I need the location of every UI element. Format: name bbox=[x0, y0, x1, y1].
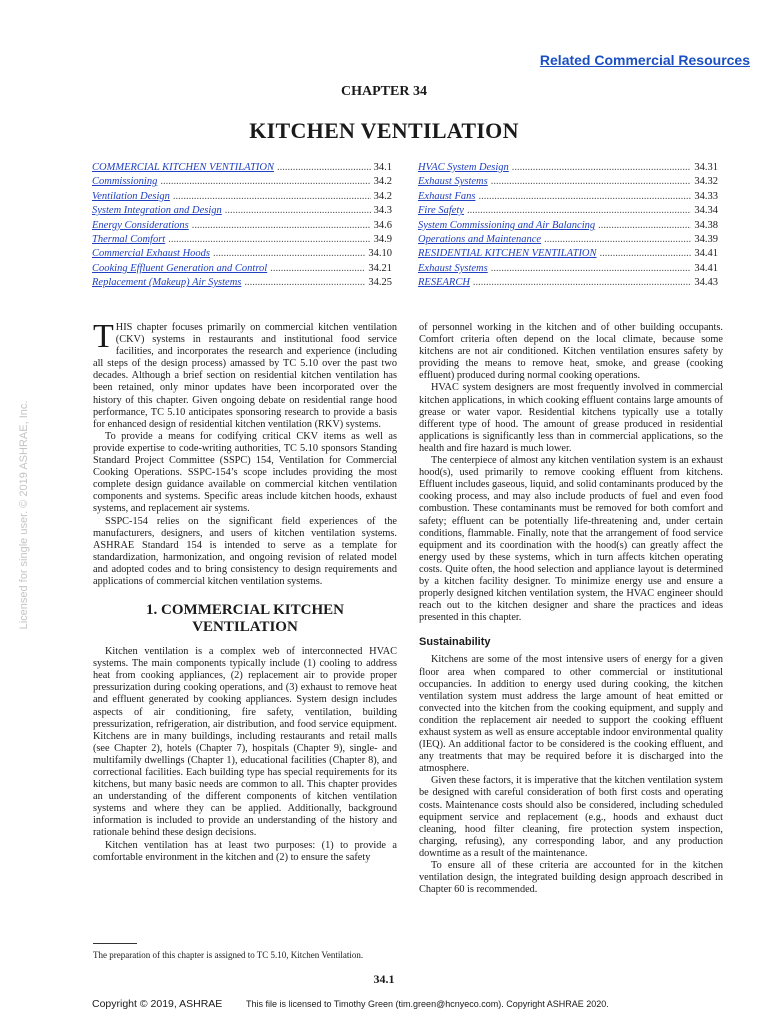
toc-page-number: 34.31 bbox=[694, 162, 718, 173]
toc-link[interactable]: COMMERCIAL KITCHEN VENTILATION bbox=[92, 162, 275, 173]
toc-entry[interactable] bbox=[92, 175, 392, 189]
toc-leader-dots bbox=[600, 247, 692, 261]
toc-leader-dots bbox=[244, 276, 365, 290]
toc-page-number: 34.10 bbox=[368, 248, 392, 260]
body-paragraph: Given these factors, it is imperative that the kitchen ventilation system be designed with careful consideration of both first costs and operating costs. Maintenance costs should also be considered, including scheduled equipment service and replacement (e.g., hoods and exhaust duct cleaning, hood filter cleaning, fire protection system inspection, charging, refusing), any corresponding labor, and any production downtime as a result of the maintenance. bbox=[419, 775, 723, 859]
toc-link[interactable]: Energy Considerations bbox=[92, 219, 189, 231]
toc-leader-dots bbox=[277, 161, 371, 175]
footnote-divider bbox=[93, 943, 137, 944]
toc-leader-dots bbox=[598, 219, 691, 233]
toc-page-number: 34.1 bbox=[373, 162, 392, 173]
body-paragraph: To ensure all of these criteria are accounted for in the kitchen ventilation design, the integrated building design approach described in Chapter 60 is recommended. bbox=[419, 860, 723, 896]
toc-page-number: 34.9 bbox=[373, 234, 392, 246]
toc-link[interactable]: Replacement (Makeup) Air Systems bbox=[92, 277, 242, 289]
table-of-contents-left bbox=[92, 161, 392, 291]
toc-link[interactable]: Operations and Maintenance bbox=[418, 234, 542, 246]
toc-entry[interactable] bbox=[418, 175, 718, 189]
toc-link[interactable]: Thermal Comfort bbox=[92, 234, 166, 246]
toc-page-number: 34.6 bbox=[373, 219, 392, 231]
license-notice: This file is licensed to Timothy Green (tim.green@hcnyeco.com). Copyright ASHRAE 2020. bbox=[246, 999, 609, 1009]
toc-page-number: 34.21 bbox=[368, 262, 392, 274]
toc-leader-dots bbox=[168, 233, 370, 247]
toc-leader-dots bbox=[491, 262, 692, 276]
toc-page-number: 34.38 bbox=[694, 219, 718, 231]
toc-page-number: 34.33 bbox=[694, 190, 718, 202]
watermark-text: Licensed for single user. © 2019 ASHRAE, Inc. bbox=[18, 400, 30, 630]
toc-link[interactable]: HVAC System Design bbox=[418, 162, 509, 173]
toc-leader-dots bbox=[270, 262, 365, 276]
body-column-left bbox=[93, 318, 397, 864]
chapter-title: KITCHEN VENTILATION bbox=[249, 118, 519, 143]
toc-page-number: 34.41 bbox=[694, 262, 718, 274]
toc-page-number: 34.2 bbox=[373, 190, 392, 202]
toc-entry[interactable] bbox=[92, 233, 392, 247]
related-commercial-resources-link[interactable]: Related Commercial Resources bbox=[539, 52, 750, 68]
drop-cap: T bbox=[93, 318, 114, 355]
toc-entry[interactable] bbox=[418, 276, 718, 290]
toc-page-number: 34.43 bbox=[694, 277, 718, 289]
toc-entry[interactable] bbox=[418, 233, 718, 247]
toc-link[interactable]: RESEARCH bbox=[418, 277, 470, 289]
chapter-number: CHAPTER 34 bbox=[341, 84, 427, 99]
toc-entry[interactable] bbox=[418, 161, 718, 175]
toc-leader-dots bbox=[173, 190, 371, 204]
page-number: 34.1 bbox=[373, 972, 395, 986]
toc-link[interactable]: Commissioning bbox=[92, 176, 158, 188]
toc-leader-dots bbox=[225, 204, 371, 218]
toc-link[interactable]: Exhaust Systems bbox=[418, 262, 488, 274]
body-paragraph: HVAC system designers are most frequently involved in commercial kitchen applications, in which cooking effluent contains large amounts of grease or water vapor. Residential kitchens typically use a totally different type of hood. The amount of grease produced in residential applications is significantly less than in commercial applications, so the health and fire hazard is much lower. bbox=[419, 382, 723, 454]
body-paragraph: Kitchens are some of the most intensive users of energy for a given floor area when compared to other commercial or institutional occupancies. In addition to energy used during cooking, the kitchen ventilation system must address the large amount of heat emitted or convected into the kitchen from the cooking equipment, and supply and condition the replacement air needed to support the cooking effluent exhaust system as well as ensure acceptable indoor environmental quality (IEQ). An additional factor to be considered is the cooking effluent, and any treatments that may be required before it is discharged into the atmosphere. bbox=[419, 654, 723, 775]
toc-leader-dots bbox=[160, 175, 370, 189]
toc-leader-dots bbox=[491, 175, 692, 189]
toc-page-number: 34.34 bbox=[694, 205, 718, 217]
toc-page-number: 34.2 bbox=[373, 176, 392, 188]
toc-entry[interactable] bbox=[92, 190, 392, 204]
toc-entry[interactable] bbox=[418, 219, 718, 233]
toc-leader-dots bbox=[478, 190, 691, 204]
table-of-contents-right bbox=[418, 161, 718, 291]
toc-entry[interactable] bbox=[92, 247, 392, 261]
section-heading: 1. COMMERCIAL KITCHEN VENTILATION bbox=[146, 602, 344, 636]
body-paragraph: To provide a means for codifying critical CKV items as well as provide expertise to code-writing authorities, TC 5.10 sponsors Standing Standard Project Committee (SSPC) 154, Ventilation for Commercial Cooking Operations. SSPC-154’s scope includes providing the most complete design guidance available on commercial kitchen ventilation components and systems. Specific areas include kitchen hoods, exhaust systems, and replacement air systems. bbox=[93, 430, 397, 515]
toc-leader-dots bbox=[213, 247, 365, 261]
body-paragraph: The centerpiece of almost any kitchen ventilation system is an exhaust hood(s), used primarily to remove cooking effluent from kitchens. Effluent includes gaseous, liquid, and solid contaminants produced by the cooking process, and may also include products of fuel and even food combustion. These contaminants must be removed for both comfort and safety; effluent can be potentially life-threatening and, under certain conditions, flammable. Finally, note that the arrangement of food service equipment and its coordination with the hood(s) can greatly affect the energy used by these systems, which in turn affects kitchen operating costs. Quite often, the hood selection and appliance layout is determined by a kitchen facility designer. To minimize energy use and ensure a properly designed kitchen ventilation system, the HVAC engineer should reach out to the kitchen designer and share the practices and ideas presented in this chapter. bbox=[419, 455, 723, 624]
toc-link[interactable]: Exhaust Systems bbox=[418, 176, 488, 188]
toc-page-number: 34.39 bbox=[694, 234, 718, 246]
toc-page-number: 34.32 bbox=[694, 176, 718, 188]
toc-leader-dots bbox=[512, 161, 692, 175]
body-paragraph bbox=[93, 318, 397, 431]
paragraph-text: HIS chapter focuses primarily on commercial kitchen ventilation (CKV) systems in restaurants and institutional food service facilities, and incorporates the research and experience (including all steps of the design process) amassed by TC 5.10 over the past two decades. Although a brief section on residential kitchen ventilation has been retained, only minor updates have been incorporated over the history of this chapter. Given ongoing debate on residential range hood performance, TC 5.10 anticipates sponsoring research to provide a basis for enhanced design of residential kitchen ventilation (RKV) systems. bbox=[93, 322, 397, 430]
toc-leader-dots bbox=[192, 219, 371, 233]
subsection-heading: Sustainability bbox=[419, 636, 491, 649]
toc-link[interactable]: Exhaust Fans bbox=[418, 190, 476, 202]
toc-entry[interactable] bbox=[418, 247, 718, 261]
toc-entry[interactable] bbox=[418, 204, 718, 218]
toc-link[interactable]: Ventilation Design bbox=[92, 190, 170, 202]
toc-entry[interactable] bbox=[92, 276, 392, 290]
toc-entry[interactable] bbox=[92, 219, 392, 233]
toc-page-number: 34.41 bbox=[694, 248, 718, 260]
toc-entry[interactable] bbox=[418, 262, 718, 276]
copyright-notice: Copyright © 2019, ASHRAE bbox=[92, 998, 223, 1010]
toc-link[interactable]: Fire Safety bbox=[418, 205, 464, 217]
toc-entry[interactable] bbox=[92, 204, 392, 218]
toc-link[interactable]: System Commissioning and Air Balancing bbox=[418, 219, 596, 231]
body-column-right bbox=[419, 322, 723, 896]
body-paragraph: Kitchen ventilation has at least two purposes: (1) to provide a comfortable environment in the kitchen and (2) to ensure the safety bbox=[93, 839, 397, 863]
toc-link[interactable]: System Integration and Design bbox=[92, 205, 222, 217]
footnote: The preparation of this chapter is assigned to TC 5.10, Kitchen Ventilation. bbox=[93, 950, 364, 960]
body-paragraph: SSPC-154 relies on the significant field experiences of the manufacturers, designers, and users of kitchen ventilation systems. ASHRAE Standard 154 is intended to serve as a template for standardization, harmonization, and ongoing revision of related model and adopted codes and to bring consistency to design requirements and applications of commercial kitchen ventilation systems. bbox=[93, 515, 397, 587]
toc-leader-dots bbox=[467, 204, 691, 218]
toc-leader-dots bbox=[473, 276, 691, 290]
toc-link[interactable]: Commercial Exhaust Hoods bbox=[92, 248, 211, 260]
body-paragraph: Kitchen ventilation is a complex web of interconnected HVAC systems. The main components typically include (1) cooling to address heat from cooking appliances, (2) replacement air to provide proper pressurization during cooking operations, and (3) exhaust to remove heat and effluent generated by cooking appliances. System design includes aspects of air conditioning, fire safety, ventilation, building pressurization, refrigeration, air distribution, and food service equipment. Kitchens are in many buildings, including restaurants and retail malls (see Chapter 2), hotels (Chapter 7), hospitals (Chapter 9), single- and multifamily dwellings (Chapter 1), educational facilities (Chapter 8), and correctional facilities. Each building type has special requirements for its kitchens, but many basic needs are common to all. This chapter provides an understanding of the different components of kitchen ventilation systems and where they can be applied. Additionally, background information is included to provide an understanding of the history and rationale behind these design decisions. bbox=[93, 646, 397, 839]
toc-entry[interactable] bbox=[92, 161, 392, 175]
toc-page-number: 34.25 bbox=[368, 277, 392, 289]
toc-entry[interactable] bbox=[418, 190, 718, 204]
toc-leader-dots bbox=[544, 233, 691, 247]
toc-link[interactable]: RESIDENTIAL KITCHEN VENTILATION bbox=[418, 248, 597, 260]
body-paragraph: of personnel working in the kitchen and of other building occupants. Comfort criteria often depend on the local climate, because some kitchens are not air conditioned. Kitchen ventilation ensures safety by providing the means to remove heat, smoke, and grease (cooking effluent) produced during normal cooking operations. bbox=[419, 322, 723, 382]
toc-link[interactable]: Cooking Effluent Generation and Control bbox=[92, 262, 268, 274]
toc-page-number: 34.3 bbox=[373, 205, 392, 217]
toc-entry[interactable] bbox=[92, 262, 392, 276]
